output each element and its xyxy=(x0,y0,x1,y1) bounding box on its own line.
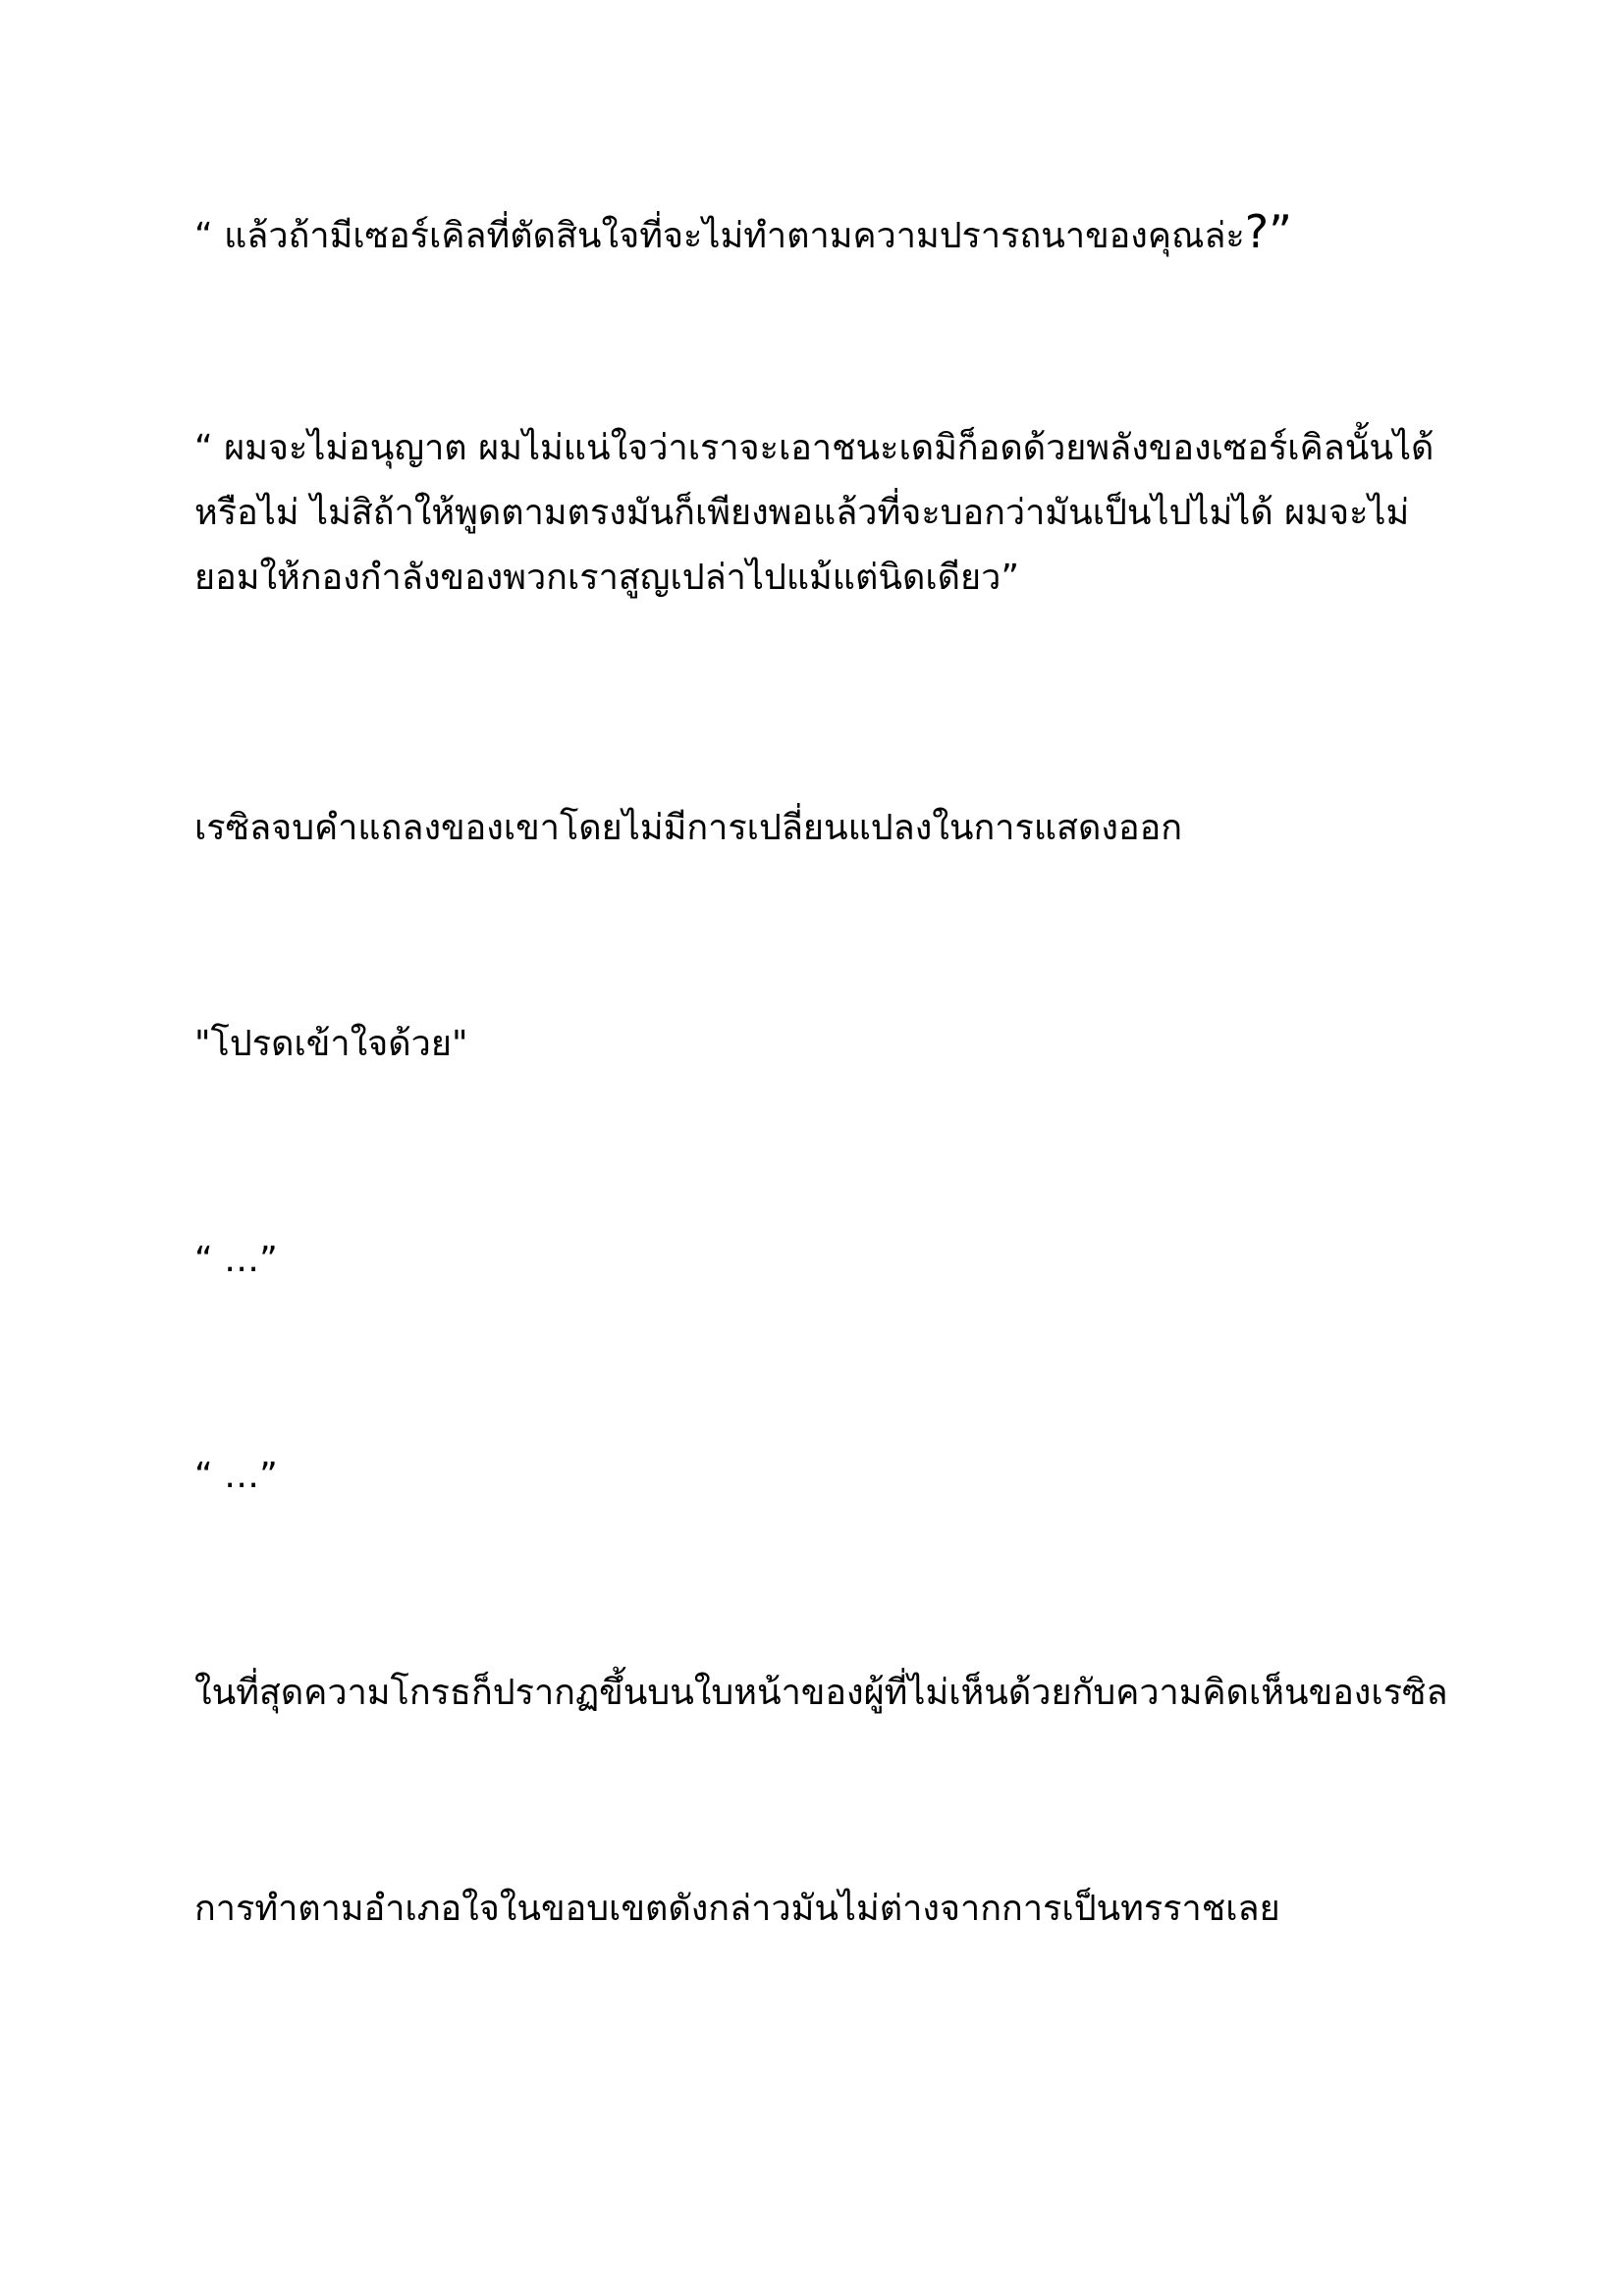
paragraph-ellipsis xyxy=(194,1444,278,1509)
paragraph-narration xyxy=(194,796,1182,861)
text-line: การทำตามอำเภอใจในขอบเขตดังกล่าวมันไม่ต่างจากการเป็นทรราชเลย xyxy=(194,1889,1280,1929)
text-line-body: “ แล้วถ้ามีเซอร์เคิลที่ตัดสินใจที่จะไม่ทำตามความปรารถนาของคุณล่ะ xyxy=(194,216,1245,256)
paragraph-dialogue xyxy=(194,1012,468,1077)
text-line: "โปรดเข้าใจด้วย" xyxy=(194,1024,468,1064)
paragraph-narration xyxy=(194,1661,1448,1726)
paragraph-question xyxy=(194,199,1292,269)
text-line: “ …” xyxy=(194,1240,278,1280)
text-line: ในที่สุดความโกรธก็ปรากฏขึ้นบนใบหน้าของผู้ที่ไม่เห็นด้วยกับความคิดเห็นของเรซิล xyxy=(194,1673,1448,1713)
text-line: เรซิลจบคำแถลงของเขาโดยไม่มีการเปลี่ยนแปลงในการแสดงออก xyxy=(194,808,1182,848)
paragraph-reply xyxy=(194,416,1434,611)
text-line: หรือไม่ ไม่สิถ้าให้พูดตามตรงมันก็เพียงพอแล้วที่จะบอกว่ามันเป็นไปไม่ได้ ผมจะไม่ xyxy=(194,493,1410,533)
text-line: “ ผมจะไม่อนุญาต ผมไม่แน่ใจว่าเราจะเอาชนะเดมิก็อดด้วยพลังของเซอร์เคิลนั้นได้ xyxy=(194,428,1435,468)
question-end-mark: ?” xyxy=(1244,205,1293,258)
text-line: “ …” xyxy=(194,1456,278,1496)
text-line: ยอมให้กองกำลังของพวกเราสูญเปล่าไปแม้แต่นิดเดียว” xyxy=(194,558,1019,598)
text-line xyxy=(194,199,1292,269)
paragraph-ellipsis xyxy=(194,1228,278,1293)
paragraph-narration xyxy=(194,1877,1280,1942)
